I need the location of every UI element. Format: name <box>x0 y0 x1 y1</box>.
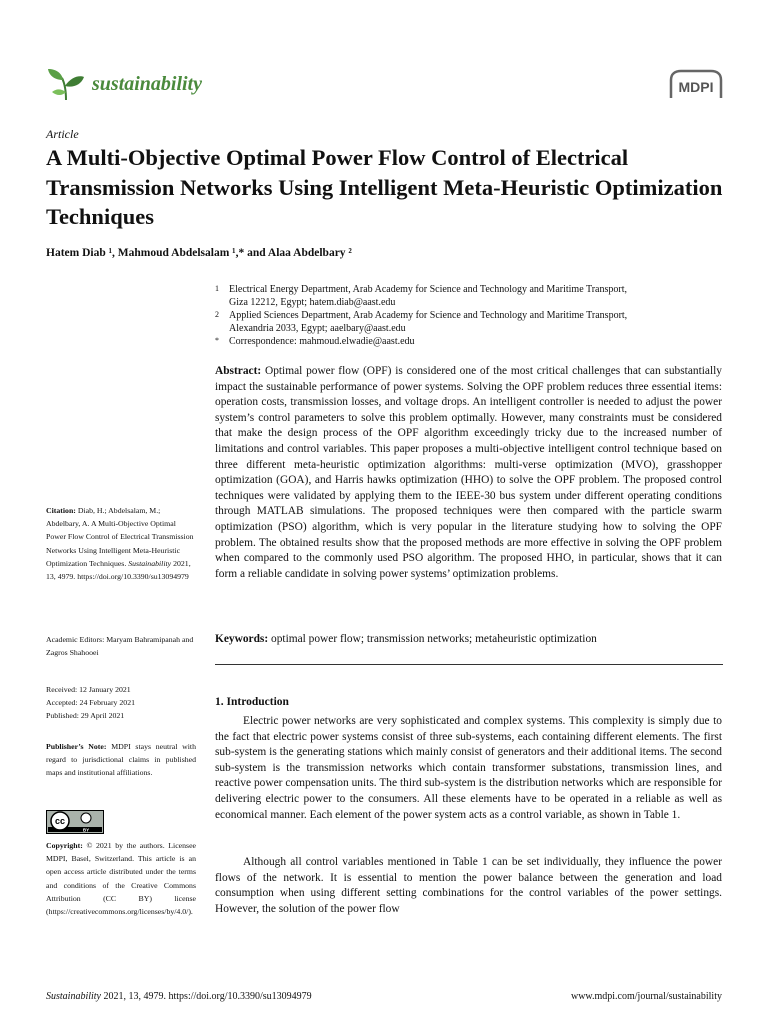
publisher-note-label: Publisher’s Note: <box>46 742 107 751</box>
keywords <box>215 633 722 645</box>
citation-label: Citation: <box>46 506 76 515</box>
affiliation-marker: 1 <box>215 284 219 293</box>
cc-logo-text: cc <box>54 816 66 826</box>
affiliation-marker: 2 <box>215 310 219 319</box>
author-list: Hatem Diab ¹, Mahmoud Abdelsalam ¹,* and Alaa Abdelbary ² <box>46 247 352 259</box>
publisher-note <box>46 740 196 780</box>
section-divider <box>215 664 723 665</box>
abstract-text: Optimal power flow (OPF) is considered one of the most critical challenges that can substantially impact the sustainable performance of power systems. Solving the OPF problem reduces three essential items: operation costs, transmission losses, and voltage drops. An intelligent controller is needed to adjust the power system’s control parameters to solve this problem optimally. However, many constraints must be considered that make the design process of the OPF algorithm exceedingly tricky due to the increased number of limitations and control variables. This paper proposes a multi-objective intelligent control technique based on three different meta-heuristic optimization algorithms: multi-verse optimization (MVO), grasshopper optimization (GOA), and Harris hawks optimization (HHO) to solve the OPF problem. The proposed control techniques were validated by applying them to the IEEE-30 bus system under different operating conditions through MATLAB simulations. The proposed techniques were then compared with the particle swarm optimization (PSO) algorithm, which is very popular in the literature studying how to solving the OPF problem. The obtained results show that the proposed methods are more effective in solving the OPF problem when compared to the commonly used PSO algorithm. The proposed HHO, in particular, shows that it can form a reliable candidate in solving power systems’ optimization problems. <box>215 365 722 580</box>
footer-ref: 2021, 13, 4979. https://doi.org/10.3390/su13094979 <box>103 991 312 1002</box>
correspondence <box>215 335 725 348</box>
publication-dates <box>46 683 196 723</box>
footer-journal: Sustainability <box>46 991 101 1002</box>
citation-doi-link[interactable]: https://doi.org/10.3390/su13094979 <box>77 572 189 582</box>
affiliation-line: Correspondence: mahmoud.elwadie@aast.edu <box>229 336 415 347</box>
keywords-label: Keywords: <box>215 633 269 645</box>
citation-journal: Sustainability <box>128 558 172 568</box>
cc-license-badge[interactable] <box>46 810 104 834</box>
accepted-date: Accepted: 24 February 2021 <box>46 698 135 708</box>
abstract-label: Abstract: <box>215 365 262 377</box>
abstract <box>215 364 722 582</box>
academic-editors: Academic Editors: Maryam Bahramipanah and Zagros Shahooei <box>46 635 194 658</box>
mdpi-logo <box>667 68 725 100</box>
published-date: Published: 29 April 2021 <box>46 711 125 721</box>
copyright-text: © 2021 by the authors. Licensee MDPI, Basel, Switzerland. This article is an open access article distributed under the terms and conditions of the Creative Commons Attribution (CC BY) license (https://creativecommons.org/licenses/by/4.0/). <box>46 841 196 917</box>
article-title: A Multi-Objective Optimal Power Flow Control of Electrical Transmission Networks Using Intelligent Meta-Heuristic Optimization Techniques <box>46 145 723 229</box>
leaf-icon <box>46 66 86 102</box>
affiliation-1 <box>215 283 725 309</box>
publisher-note-text: MDPI stays neutral with regard to jurisdictional claims in published maps and institutional affiliations. <box>46 742 196 778</box>
affiliation-line: Alexandria 2033, Egypt; aaelbary@aast.edu <box>229 323 406 334</box>
copyright-block <box>46 839 196 918</box>
citation-ref: 2021, 13, 4979. <box>46 558 191 582</box>
footer-journal-url[interactable]: www.mdpi.com/journal/sustainability <box>570 991 722 1002</box>
citation-text: Diab, H.; Abdelsalam, M.; Abdelbary, A. A Multi-Objective Optimal Power Flow Control of Electrical Transmission Networks Using Intelligent Meta-Heuristic Optimization Techniques. <box>46 506 194 568</box>
footer-citation <box>46 991 312 1002</box>
article-type: Article <box>46 127 79 141</box>
journal-logo <box>46 64 202 104</box>
intro-paragraph-2: Although all control variables mentioned in Table 1 can be set individually, they influence the power flows of the network. It is essential to mention the power balance between the generation and load consumption when using different setting combinations for the control variables of the power settings. However, the solution of the power flow <box>215 856 722 915</box>
section-heading: 1. Introduction <box>215 696 289 708</box>
copyright-label: Copyright: <box>46 841 83 850</box>
affiliation-line: Giza 12212, Egypt; hatem.diab@aast.edu <box>229 297 396 308</box>
cc-by-text: BY <box>82 827 90 833</box>
affiliation-marker: * <box>215 336 219 345</box>
keywords-text: optimal power flow; transmission networks; metaheuristic optimization <box>271 633 597 645</box>
mdpi-logo-text: MDPI <box>678 79 714 95</box>
intro-paragraph-1: Electric power networks are very sophisticated and complex systems. This complexity is simply due to the fact that electric power systems consist of three sub-systems, each containing different elements. The first sub-system is the generating stations which mainly consist of generators and their additional items. The second sub-system is the transmission networks which contain transformer substations, transmission lines, and reactive power compensation units. The third sub-system is the distribution networks which are responsible for delivering electric power to the consumers. All these elements have to be operated in a reliable as well as economical manner. Each element of the power system acts as a control variable, as shown in Table 1. <box>215 715 722 821</box>
received-date: Received: 12 January 2021 <box>46 685 131 694</box>
affiliation-line: Electrical Energy Department, Arab Academy for Science and Technology and Maritime Transport, <box>229 284 627 295</box>
journal-name: sustainability <box>92 72 203 95</box>
citation-block <box>46 504 196 583</box>
affiliation-2 <box>215 309 725 335</box>
affiliation-line: Applied Sciences Department, Arab Academy for Science and Technology and Maritime Transport, <box>229 310 628 321</box>
